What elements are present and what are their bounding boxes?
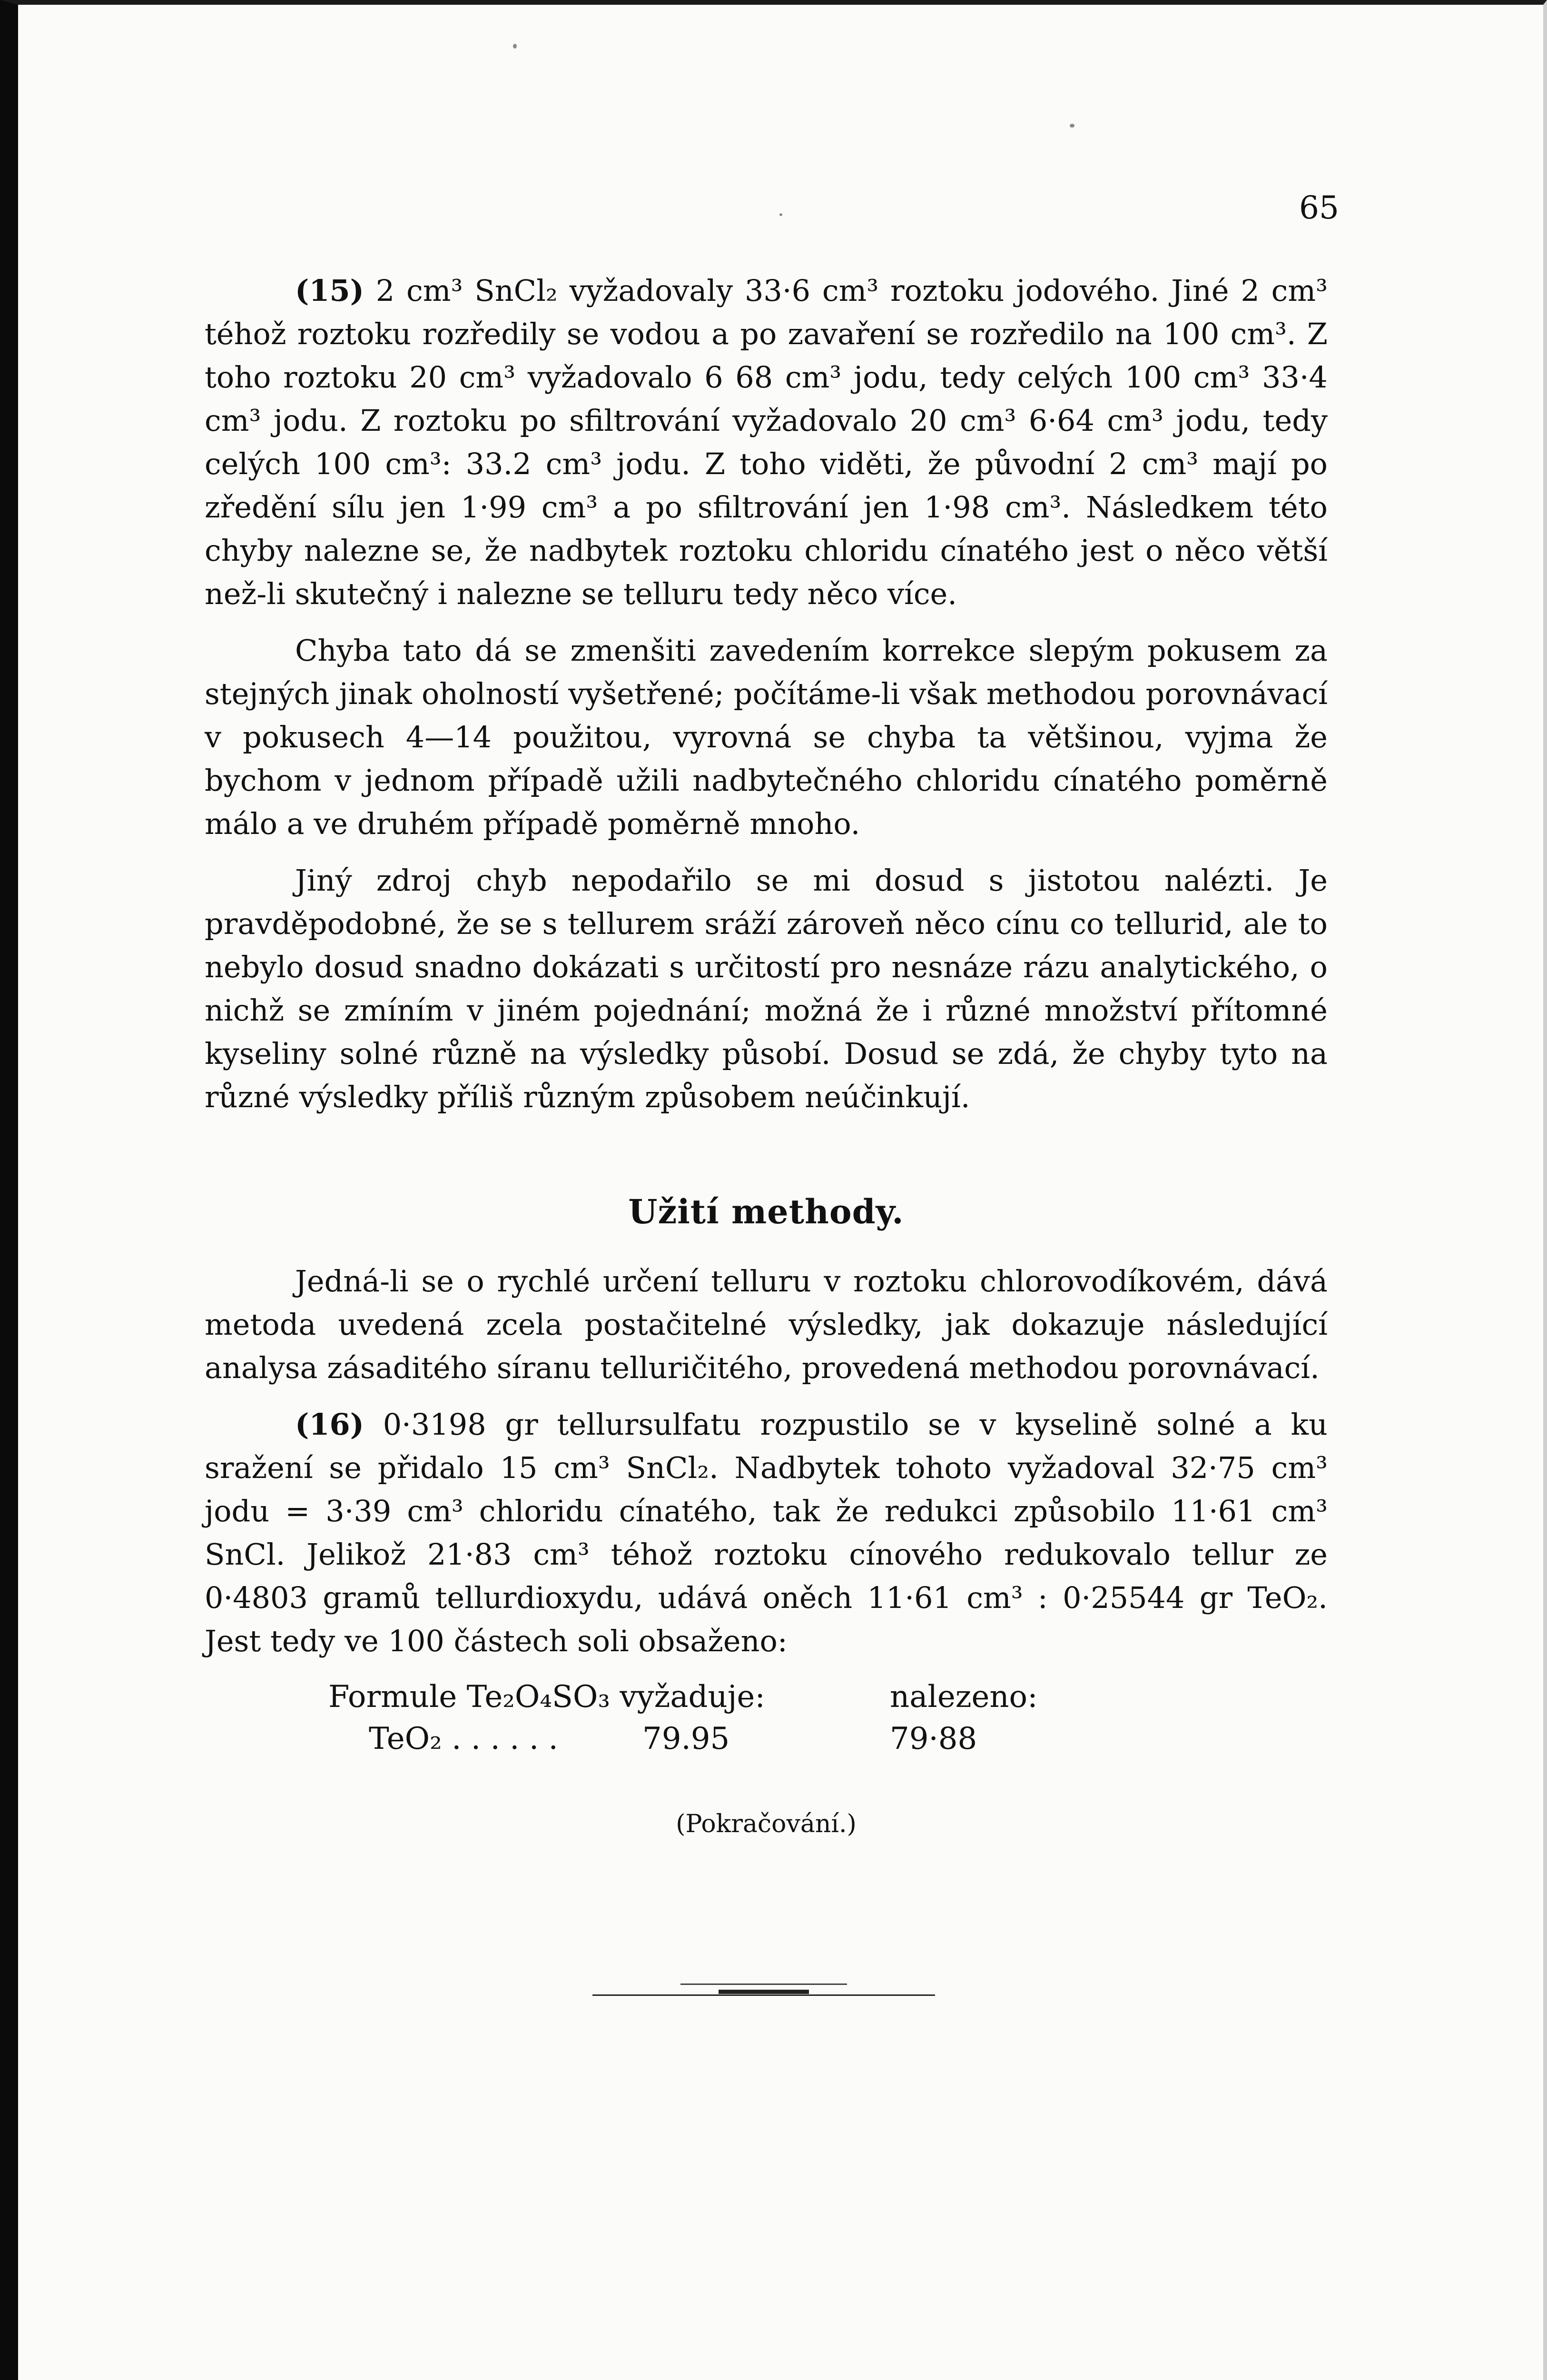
ornament-rule (719, 1990, 809, 1994)
formula-found-label: nalezeno: (890, 1679, 1038, 1715)
paragraph-usage: Jedná-li se o rychlé určení telluru v roztoku chlorovodíkovém, dává metoda uvedená zcela postačitelné výsledky, jak dokazuje následující analysa zásaditého síranu telluričitého, provedená methodou porovnávací. (205, 1264, 1328, 1385)
document-body (205, 181, 1328, 1846)
page-number: 65 (1299, 189, 1339, 226)
formula-found-value: 79·88 (890, 1721, 977, 1756)
paragraph-15 (205, 269, 1328, 615)
dust-speck (1070, 124, 1074, 128)
paragraph-16 (205, 1403, 1328, 1663)
formula-required-value: 79.95 (642, 1721, 730, 1756)
dust-speck (513, 44, 517, 49)
continuation-note: (Pokračování.) (676, 1810, 857, 1838)
formula-compound: TeO₂ . . . . . . (369, 1721, 558, 1756)
experiment-number: (15) (295, 273, 364, 308)
ornament-rule (680, 1983, 847, 1985)
paragraph-text: 0·3198 gr tellursulfatu rozpustilo se v kyselině solné a ku sražení se přidalo 15 cm³ SnCl₂. Nadbytek tohoto vyžadoval 32·75 cm³ jodu = 3·39 cm³ chloridu cínatého, tak že redukci způsobilo 11·61 cm³ SnCl. Jelikož 21·83 cm³ téhož roztoku cínového redukovalo tellur ze 0·4803 gramů tellurdioxydu, udává oněch 11·61 cm³ : 0·25544 gr TeO₂. Jest tedy ve 100 částech soli obsaženo: (205, 1407, 1328, 1658)
paragraph-text: 2 cm³ SnCl₂ vyžadovaly 33·6 cm³ roztoku jodového. Jiné 2 cm³ téhož roztoku rozředily se vodou a po zavaření se rozředilo na 100 cm³. Z toho roztoku 20 cm³ vyžadovalo 6 68 cm³ jodu, tedy celých 100 cm³ 33·4 cm³ jodu. Z roztoku po sfiltrování vyžadovalo 20 cm³ 6·64 cm³ jodu, tedy celých 100 cm³: 33.2 cm³ jodu. Z toho viděti, že původní 2 cm³ mají po zředění sílu jen 1·99 cm³ a po sfiltrování jen 1·98 cm³. Následkem této chyby nalezne se, že nadbytek roztoku chloridu cínatého jest o něco větší než-li skutečný i nalezne se telluru tedy něco více. (205, 273, 1328, 611)
formula-table (328, 1676, 1328, 1760)
paragraph-other-error: Jiný zdroj chyb nepodařilo se mi dosud s jistotou nalézti. Je pravděpodobné, že se s tellurem sráží zároveň něco cínu co tellurid, ale to nebylo dosud snadno dokázati s určitostí pro nesnáze rázu analytického, o nichž se zmíním v jiném pojednání; možná že i různé množství přítomné kyseliny solné různě na výsledky působí. Dosud se zdá, že chyby tyto na různé výsledky příliš různým způsobem neúčinkují. (205, 863, 1328, 1114)
paragraph-error-correction: Chyba tato dá se zmenšiti zavedením korrekce slepým pokusem za stejných jinak oholností vyšetřené; počítáme-li však methodou porovnávací v pokusech 4—14 použitou, vyrovná se chyba ta většinou, vyjma že bychom v jednom případě užili nadbytečného chloridu cínatého poměrně málo a ve druhém případě poměrně mnoho. (205, 633, 1328, 841)
formula-header-row (328, 1676, 1328, 1718)
experiment-number: (16) (295, 1407, 364, 1442)
ornament-rule (592, 1994, 935, 1996)
formula-data-row (328, 1718, 1328, 1760)
formula-required-label: Formule Te₂O₄SO₃ vyžaduje: (328, 1679, 765, 1715)
section-heading: Užití methody. (628, 1192, 904, 1231)
